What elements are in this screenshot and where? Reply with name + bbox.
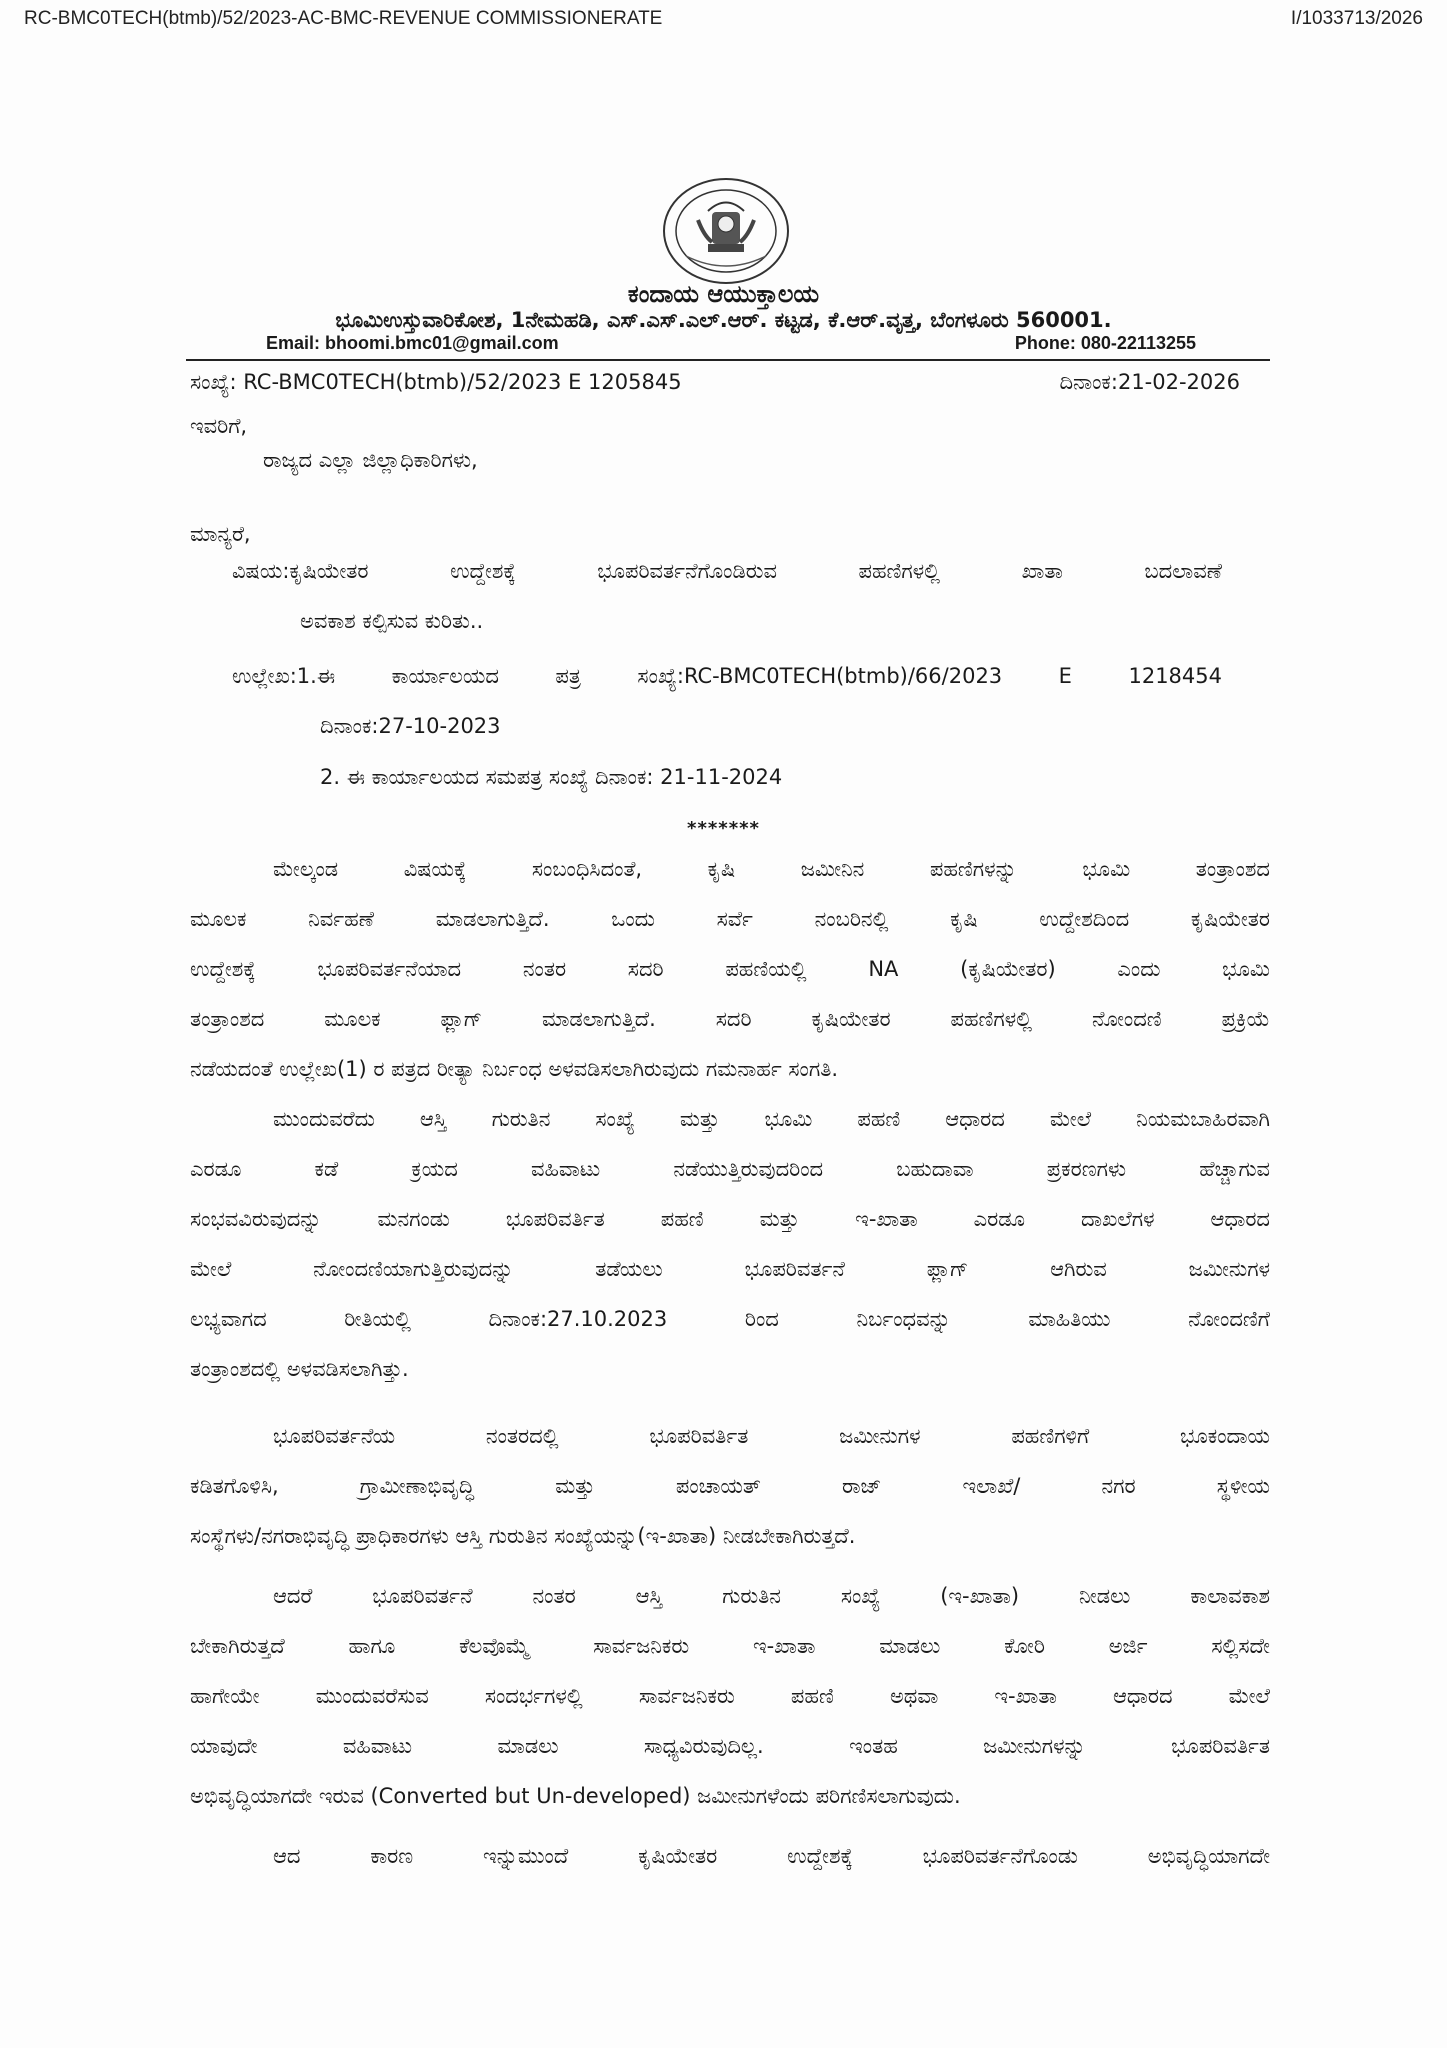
- letter-date: ದಿನಾಂಕ:21-02-2026: [1059, 370, 1240, 394]
- body-line: ಉದ್ದೇಶಕ್ಕೆ ಭೂಪರಿವರ್ತನೆಯಾದ ನಂತರ ಸದರಿ ಪಹಣಿಯಲ್ಲಿ NA (ಕೃಷಿಯೇತರ) ಎಂದು ಭೂಮಿ: [190, 957, 1270, 981]
- file-reference: RC-BMC0TECH(btmb)/52/2023-AC-BMC-REVENUE COMMISSIONERATE: [24, 8, 663, 29]
- document-header: [24, 8, 1423, 30]
- letter-number: ಸಂಖ್ಯೆ: RC-BMC0TECH(btmb)/52/2023 E 1205845: [190, 370, 682, 394]
- body-line: ಆದ ಕಾರಣ ಇನ್ನುಮುಂದೆ ಕೃಷಿಯೇತರ ಉದ್ದೇಶಕ್ಕೆ ಭೂಪರಿವರ್ತನೆಗೊಂಡು ಅಭಿವೃದ್ಧಿಯಾಗದೇ: [273, 1844, 1270, 1868]
- body-line: ಹಾಗೇಯೇ ಮುಂದುವರೆಸುವ ಸಂದರ್ಭಗಳಲ್ಲಿ ಸಾರ್ವಜನಿಕರು ಪಹಣಿ ಅಥವಾ ಇ-ಖಾತಾ ಆಧಾರದ ಮೇಲೆ: [190, 1684, 1270, 1708]
- body-line: ಲಭ್ಯವಾಗದ ರೀತಿಯಲ್ಲಿ ದಿನಾಂಕ:27.10.2023 ರಿಂದ ನಿರ್ಬಂಧವನ್ನು ಮಾಹಿತಿಯು ನೋಂದಣಿಗೆ: [190, 1307, 1270, 1331]
- inward-number: I/1033713/2026: [1290, 8, 1423, 29]
- body-line: ಮೇಲೆ ನೋಂದಣಿಯಾಗುತ್ತಿರುವುದನ್ನು ತಡೆಯಲು ಭೂಪರಿವರ್ತನೆ ಫ್ಲಾಗ್ ಆಗಿರುವ ಜಮೀನುಗಳ: [190, 1257, 1270, 1281]
- body-line: ಅಭಿವೃದ್ಧಿಯಾಗದೇ ಇರುವ (Converted but Un-developed) ಜಮೀನುಗಳೆಂದು ಪರಿಗಣಿಸಲಾಗುವುದು.: [190, 1784, 961, 1808]
- body-line: ಭೂಪರಿವರ್ತನೆಯ ನಂತರದಲ್ಲಿ ಭೂಪರಿವರ್ತಿತ ಜಮೀನುಗಳ ಪಹಣಿಗಳಿಗೆ ಭೂಕಂದಾಯ: [273, 1424, 1270, 1448]
- subject-line: ವಿಷಯ:ಕೃಷಿಯೇತರ ಉದ್ದೇಶಕ್ಕೆ ಭೂಪರಿವರ್ತನೆಗೊಂಡಿರುವ ಪಹಣಿಗಳಲ್ಲಿ ಖಾತಾ ಬದಲಾವಣೆ: [232, 559, 1222, 583]
- office-name: ಕಂದಾಯ ಆಯುಕ್ತಾಲಯ: [627, 280, 820, 308]
- body-line: ಸಂಭವವಿರುವುದನ್ನು ಮನಗಂಡು ಭೂಪರಿವರ್ತಿತ ಪಹಣಿ ಮತ್ತು ಇ-ಖಾತಾ ಎರಡೂ ದಾಖಲೆಗಳ ಆಧಾರದ: [190, 1207, 1270, 1231]
- addressee-label: ಇವರಿಗೆ,: [190, 414, 248, 438]
- salutation: ಮಾನ್ಯರೆ,: [190, 522, 251, 546]
- reference-2: 2. ಈ ಕಾರ್ಯಾಲಯದ ಸಮಪತ್ರ ಸಂಖ್ಯೆ ದಿನಾಂಕ: 21-11-2024: [320, 765, 783, 789]
- reference-1-date: ದಿನಾಂಕ:27-10-2023: [320, 714, 501, 738]
- body-line: ಯಾವುದೇ ವಹಿವಾಟು ಮಾಡಲು ಸಾಧ್ಯವಿರುವುದಿಲ್ಲ. ಇಂತಹ ಜಮೀನುಗಳನ್ನು ಭೂಪರಿವರ್ತಿತ: [190, 1734, 1270, 1758]
- separator: *******: [687, 818, 760, 839]
- addressee-name: ರಾಜ್ಯದ ಎಲ್ಲಾ ಜಿಲ್ಲಾಧಿಕಾರಿಗಳು,: [263, 448, 478, 472]
- office-phone: Phone: 080-22113255: [1014, 333, 1196, 353]
- letterhead-divider: [186, 359, 1270, 361]
- government-emblem-seal: [656, 176, 796, 286]
- reference-1: ಉಲ್ಲೇಖ:1.ಈ ಕಾರ್ಯಾಲಯದ ಪತ್ರ ಸಂಖ್ಯೆ:RC-BMC0TECH(btmb)/66/2023 E 1218454: [232, 664, 1222, 688]
- body-line: ತಂತ್ರಾಂಶದ ಮೂಲಕ ಫ್ಲಾಗ್ ಮಾಡಲಾಗುತ್ತಿದೆ. ಸದರಿ ಕೃಷಿಯೇತರ ಪಹಣಿಗಳಲ್ಲಿ ನೋಂದಣಿ ಪ್ರಕ್ರಿಯೆ: [190, 1007, 1270, 1031]
- body-line: ಮುಂದುವರೆದು ಆಸ್ತಿ ಗುರುತಿನ ಸಂಖ್ಯೆ ಮತ್ತು ಭೂಮಿ ಪಹಣಿ ಆಧಾರದ ಮೇಲೆ ನಿಯಮಬಾಹಿರವಾಗಿ: [273, 1107, 1270, 1131]
- contact-row: [266, 333, 1196, 357]
- body-line: ತಂತ್ರಾಂಶದಲ್ಲಿ ಅಳವಡಿಸಲಾಗಿತ್ತು.: [190, 1357, 409, 1381]
- body-line: ಕಡಿತಗೊಳಿಸಿ, ಗ್ರಾಮೀಣಾಭಿವೃದ್ಧಿ ಮತ್ತು ಪಂಚಾಯತ್ ರಾಜ್ ಇಲಾಖೆ/ ನಗರ ಸ್ಥಳೀಯ: [190, 1474, 1270, 1498]
- body-line: ಬೇಕಾಗಿರುತ್ತದೆ ಹಾಗೂ ಕೆಲವೊಮ್ಮೆ ಸಾರ್ವಜನಿಕರು ಇ-ಖಾತಾ ಮಾಡಲು ಕೋರಿ ಅರ್ಜಿ ಸಲ್ಲಿಸದೇ: [190, 1634, 1270, 1658]
- reference-row: [190, 370, 1240, 400]
- subject-line: ಅವಕಾಶ ಕಲ್ಪಿಸುವ ಕುರಿತು..: [300, 609, 484, 633]
- body-line: ಸಂಸ್ಥೆಗಳು/ನಗರಾಭಿವೃದ್ಧಿ ಪ್ರಾಧಿಕಾರಗಳು ಆಸ್ತಿ ಗುರುತಿನ ಸಂಖ್ಯೆಯನ್ನು(ಇ-ಖಾತಾ) ನೀಡಬೇಕಾಗಿರುತ್ತದೆ.: [190, 1524, 856, 1548]
- body-line: ಆದರೆ ಭೂಪರಿವರ್ತನೆ ನಂತರ ಆಸ್ತಿ ಗುರುತಿನ ಸಂಖ್ಯೆ (ಇ-ಖಾತಾ) ನೀಡಲು ಕಾಲಾವಕಾಶ: [273, 1584, 1270, 1608]
- body-line: ಮೂಲಕ ನಿರ್ವಹಣೆ ಮಾಡಲಾಗುತ್ತಿದೆ. ಒಂದು ಸರ್ವೆ ನಂಬರಿನಲ್ಲಿ ಕೃಷಿ ಉದ್ದೇಶದಿಂದ ಕೃಷಿಯೇತರ: [190, 907, 1270, 931]
- body-line: ನಡೆಯದಂತೆ ಉಲ್ಲೇಖ(1) ರ ಪತ್ರದ ರೀತ್ಯಾ ನಿರ್ಬಂಧ ಅಳವಡಿಸಲಾಗಿರುವುದು ಗಮನಾರ್ಹ ಸಂಗತಿ.: [190, 1057, 839, 1081]
- office-address: ಭೂಮಿಉಸ್ತುವಾರಿಕೋಶ, 1ನೇಮಹಡಿ, ಎಸ್.ಎಸ್.ಎಲ್.ಆರ್. ಕಟ್ಟಡ, ಕೆ.ಆರ್.ವೃತ್ತ, ಬೆಂಗಳೂರು 560001.: [335, 308, 1112, 332]
- office-email: Email: bhoomi.bmc01@gmail.com: [266, 333, 559, 353]
- body-line: ಮೇಲ್ಕಂಡ ವಿಷಯಕ್ಕೆ ಸಂಬಂಧಿಸಿದಂತೆ, ಕೃಷಿ ಜಮೀನಿನ ಪಹಣಿಗಳನ್ನು ಭೂಮಿ ತಂತ್ರಾಂಶದ: [273, 857, 1270, 881]
- body-line: ಎರಡೂ ಕಡೆ ಕ್ರಯದ ವಹಿವಾಟು ನಡೆಯುತ್ತಿರುವುದರಿಂದ ಬಹುದಾವಾ ಪ್ರಕರಣಗಳು ಹೆಚ್ಚಾಗುವ: [190, 1157, 1270, 1181]
